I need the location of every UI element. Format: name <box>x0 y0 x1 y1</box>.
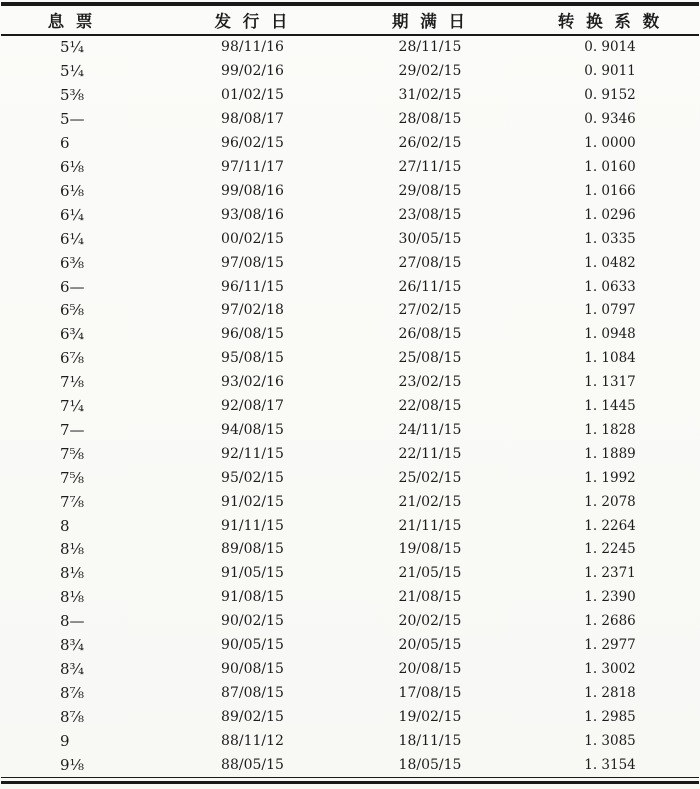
maturity-date-cell: 21/11/15 <box>398 517 462 534</box>
maturity-date-cell: 23/08/15 <box>398 206 462 223</box>
maturity-date-cell: 22/11/15 <box>398 445 462 462</box>
coupon-cell: 5— <box>60 110 85 129</box>
conversion-factor-cell: 0. 9014 <box>584 39 636 56</box>
issue-date-cell: 91/05/15 <box>221 565 284 582</box>
header-conversion-factor: 转 换 系 数 <box>557 11 663 31</box>
coupon-cell: 6⅛ <box>60 157 85 176</box>
issue-date-cell: 00/02/15 <box>221 230 284 247</box>
coupon-cell: 7⅝ <box>60 468 85 487</box>
issue-date-cell: 95/02/15 <box>221 469 284 486</box>
maturity-date-cell: 24/11/15 <box>398 421 462 438</box>
table-row <box>0 155 700 179</box>
issue-date-cell: 96/08/15 <box>221 326 284 343</box>
issue-date-cell: 88/11/12 <box>221 732 284 749</box>
issue-date-cell: 96/11/15 <box>221 278 284 295</box>
table-row <box>0 370 700 394</box>
conversion-factor-cell: 1. 1317 <box>584 374 636 391</box>
table-row <box>0 179 700 203</box>
issue-date-cell: 87/08/15 <box>221 684 284 701</box>
table-row <box>0 251 700 275</box>
coupon-cell: 6 <box>60 134 70 153</box>
conversion-factor-cell: 1. 3085 <box>584 732 636 749</box>
maturity-date-cell: 17/08/15 <box>398 684 462 701</box>
table-row <box>0 681 700 705</box>
conversion-factor-cell: 1. 2390 <box>584 589 636 606</box>
table-row <box>0 633 700 657</box>
maturity-date-cell: 25/02/15 <box>398 469 462 486</box>
conversion-factor-cell: 0. 9152 <box>584 87 636 104</box>
conversion-factor-cell: 1. 0797 <box>584 302 636 319</box>
maturity-date-cell: 26/08/15 <box>398 326 462 343</box>
coupon-cell: 8 <box>60 516 70 535</box>
coupon-cell: 8⅛ <box>60 588 85 607</box>
header-issue-date: 发 行 日 <box>214 11 291 31</box>
table-row <box>0 561 700 585</box>
coupon-cell: 7⅛ <box>60 373 85 392</box>
table-row <box>0 131 700 155</box>
coupon-cell: 6⅜ <box>60 253 85 272</box>
maturity-date-cell: 19/08/15 <box>398 541 462 558</box>
table-header-row <box>0 6 700 34</box>
table-row <box>0 490 700 514</box>
issue-date-cell: 93/02/16 <box>221 374 284 391</box>
issue-date-cell: 01/02/15 <box>221 87 284 104</box>
maturity-date-cell: 31/02/15 <box>398 87 462 104</box>
table-row <box>0 394 700 418</box>
conversion-factor-cell: 1. 2977 <box>584 637 636 654</box>
maturity-date-cell: 26/11/15 <box>398 278 462 295</box>
coupon-cell: 7— <box>60 420 85 439</box>
table-row <box>0 609 700 633</box>
conversion-factor-cell: 1. 2371 <box>584 565 636 582</box>
conversion-factor-cell: 1. 2264 <box>584 517 636 534</box>
conversion-factor-cell: 1. 2818 <box>584 684 636 701</box>
table-row <box>0 729 700 753</box>
issue-date-cell: 90/02/15 <box>221 613 284 630</box>
scanned-table-page <box>0 2 700 789</box>
maturity-date-cell: 20/02/15 <box>398 613 462 630</box>
coupon-cell: 5⅜ <box>60 86 85 105</box>
coupon-cell: 6¼ <box>60 205 85 224</box>
conversion-factor-cell: 1. 3002 <box>584 661 636 678</box>
table-row <box>0 514 700 538</box>
issue-date-cell: 91/08/15 <box>221 589 284 606</box>
maturity-date-cell: 27/02/15 <box>398 302 462 319</box>
issue-date-cell: 90/08/15 <box>221 661 284 678</box>
table-row <box>0 753 700 777</box>
maturity-date-cell: 29/08/15 <box>398 182 462 199</box>
conversion-factor-cell: 1. 1828 <box>584 421 636 438</box>
conversion-factor-cell: 1. 0160 <box>584 158 636 175</box>
coupon-cell: 7⅝ <box>60 444 85 463</box>
conversion-factor-cell: 1. 0482 <box>584 254 636 271</box>
issue-date-cell: 92/11/15 <box>221 445 284 462</box>
conversion-factor-cell: 1. 1889 <box>584 445 636 462</box>
header-coupon: 息 票 <box>47 11 96 31</box>
conversion-factor-cell: 1. 0335 <box>584 230 636 247</box>
conversion-factor-cell: 1. 1445 <box>584 398 636 415</box>
table-row <box>0 346 700 370</box>
coupon-cell: 6⅝ <box>60 301 85 320</box>
conversion-factor-cell: 0. 9346 <box>584 111 636 128</box>
conversion-factor-cell: 1. 0000 <box>584 135 636 152</box>
coupon-cell: 6⅞ <box>60 349 85 368</box>
maturity-date-cell: 27/08/15 <box>398 254 462 271</box>
issue-date-cell: 97/02/18 <box>221 302 284 319</box>
issue-date-cell: 97/11/17 <box>221 158 284 175</box>
table-row <box>0 657 700 681</box>
maturity-date-cell: 19/02/15 <box>398 708 462 725</box>
issue-date-cell: 98/11/16 <box>221 39 284 56</box>
maturity-date-cell: 28/11/15 <box>398 39 462 56</box>
maturity-date-cell: 18/11/15 <box>398 732 462 749</box>
issue-date-cell: 95/08/15 <box>221 350 284 367</box>
header-maturity-date: 期 满 日 <box>392 11 468 31</box>
maturity-date-cell: 22/08/15 <box>398 398 462 415</box>
issue-date-cell: 89/02/15 <box>221 708 284 725</box>
issue-date-cell: 99/02/16 <box>221 63 284 80</box>
coupon-cell: 5¼ <box>60 38 85 57</box>
coupon-cell: 8⅛ <box>60 564 85 583</box>
table-row <box>0 275 700 299</box>
coupon-cell: 6¼ <box>60 229 85 248</box>
issue-date-cell: 91/11/15 <box>221 517 284 534</box>
table-row <box>0 107 700 131</box>
coupon-cell: 8⅛ <box>60 540 85 559</box>
issue-date-cell: 94/08/15 <box>221 421 284 438</box>
conversion-factor-cell: 0. 9011 <box>584 63 636 80</box>
table-row <box>0 466 700 490</box>
coupon-cell: 7⅞ <box>60 492 85 511</box>
table-bottom-rule-thick <box>1 781 699 784</box>
maturity-date-cell: 20/08/15 <box>398 661 462 678</box>
coupon-cell: 8— <box>60 612 85 631</box>
coupon-cell: 6⅛ <box>60 181 85 200</box>
table-row <box>0 322 700 346</box>
table-row <box>0 538 700 562</box>
table-row <box>0 83 700 107</box>
table-bottom-rule-thin <box>1 777 699 779</box>
issue-date-cell: 96/02/15 <box>221 135 284 152</box>
table-body <box>0 36 700 777</box>
coupon-cell: 8⅞ <box>60 707 85 726</box>
conversion-factor-cell: 1. 2245 <box>584 541 636 558</box>
coupon-cell: 6— <box>60 277 85 296</box>
conversion-factor-cell: 1. 3154 <box>584 756 636 773</box>
maturity-date-cell: 18/05/15 <box>398 756 462 773</box>
issue-date-cell: 99/08/16 <box>221 182 284 199</box>
coupon-cell: 8¾ <box>60 636 85 655</box>
table-row <box>0 442 700 466</box>
coupon-cell: 5¼ <box>60 62 85 81</box>
issue-date-cell: 91/02/15 <box>221 493 284 510</box>
coupon-cell: 8⅞ <box>60 683 85 702</box>
table-row <box>0 203 700 227</box>
issue-date-cell: 88/05/15 <box>221 756 284 773</box>
maturity-date-cell: 23/02/15 <box>398 374 462 391</box>
coupon-cell: 7¼ <box>60 397 85 416</box>
table-row <box>0 418 700 442</box>
maturity-date-cell: 20/05/15 <box>398 637 462 654</box>
maturity-date-cell: 30/05/15 <box>398 230 462 247</box>
conversion-factor-cell: 1. 2686 <box>584 613 636 630</box>
maturity-date-cell: 21/08/15 <box>398 589 462 606</box>
issue-date-cell: 97/08/15 <box>221 254 284 271</box>
maturity-date-cell: 21/05/15 <box>398 565 462 582</box>
coupon-cell: 6¾ <box>60 325 85 344</box>
table-row <box>0 36 700 60</box>
conversion-factor-cell: 1. 1992 <box>584 469 636 486</box>
table-row <box>0 227 700 251</box>
table-row <box>0 59 700 83</box>
conversion-factor-cell: 1. 2985 <box>584 708 636 725</box>
coupon-cell: 8¾ <box>60 660 85 679</box>
maturity-date-cell: 21/02/15 <box>398 493 462 510</box>
table-row <box>0 705 700 729</box>
issue-date-cell: 98/08/17 <box>221 111 284 128</box>
conversion-factor-cell: 1. 0296 <box>584 206 636 223</box>
coupon-cell: 9⅛ <box>60 755 85 774</box>
conversion-factor-cell: 1. 2078 <box>584 493 636 510</box>
conversion-factor-cell: 1. 1084 <box>584 350 636 367</box>
table-row <box>0 585 700 609</box>
issue-date-cell: 89/08/15 <box>221 541 284 558</box>
maturity-date-cell: 26/02/15 <box>398 135 462 152</box>
maturity-date-cell: 29/02/15 <box>398 63 462 80</box>
table-row <box>0 298 700 322</box>
conversion-factor-cell: 1. 0166 <box>584 182 636 199</box>
issue-date-cell: 93/08/16 <box>221 206 284 223</box>
maturity-date-cell: 25/08/15 <box>398 350 462 367</box>
conversion-factor-cell: 1. 0633 <box>584 278 636 295</box>
maturity-date-cell: 28/08/15 <box>398 111 462 128</box>
issue-date-cell: 92/08/17 <box>221 398 284 415</box>
conversion-factor-cell: 1. 0948 <box>584 326 636 343</box>
issue-date-cell: 90/05/15 <box>221 637 284 654</box>
maturity-date-cell: 27/11/15 <box>398 158 462 175</box>
coupon-cell: 9 <box>60 731 70 750</box>
